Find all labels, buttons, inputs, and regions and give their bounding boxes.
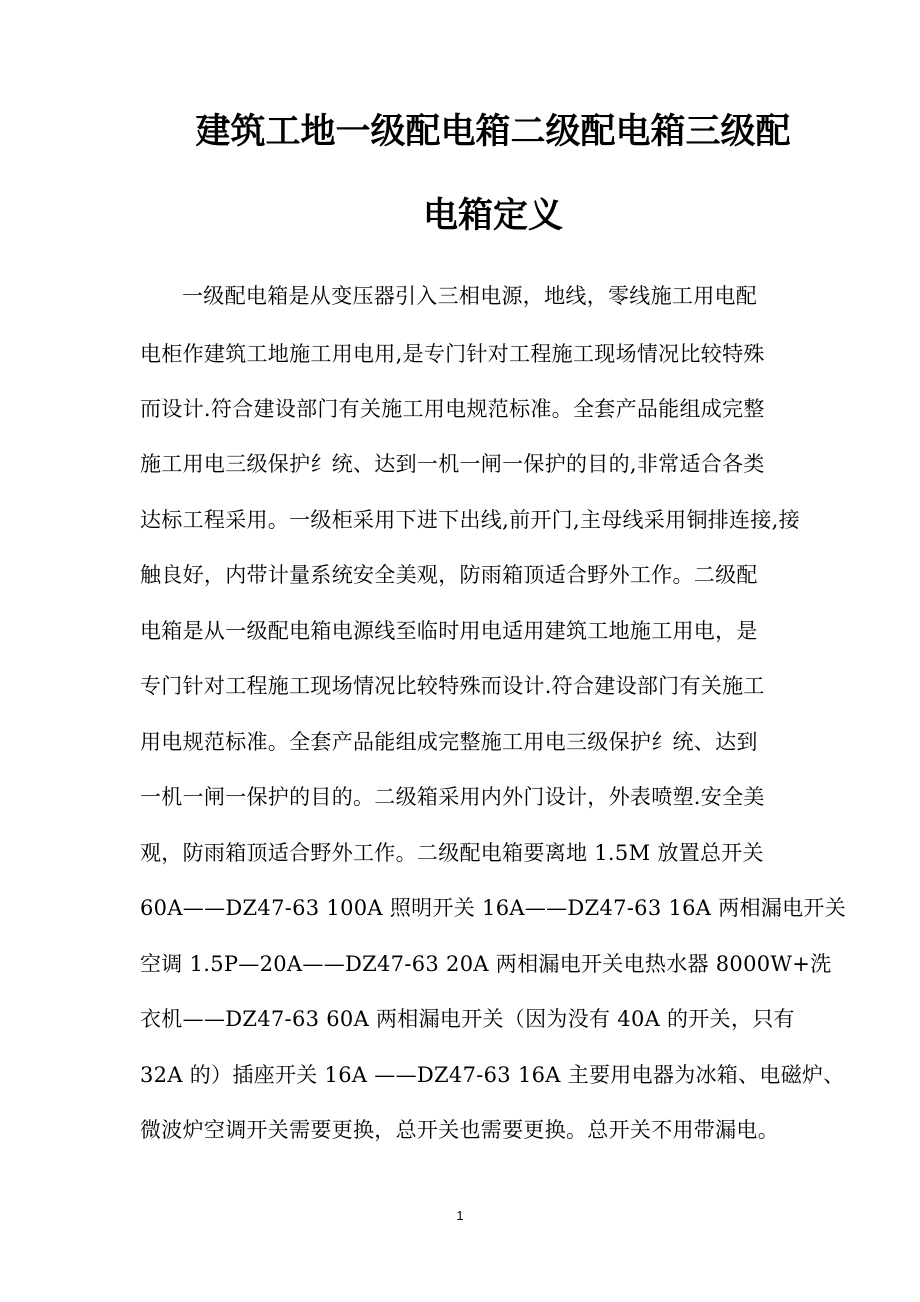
body-line-15: 32A 的）插座开关 16A ——DZ47-63 16A 主要用电器为冰箱、电磁炉、: [140, 1063, 845, 1087]
document-title-line-1: 建筑工地一级配电箱二级配电箱三级配: [195, 112, 791, 152]
body-line-5: 达标工程采用。一级柜采用下进下出线,前开门,主母线采用铜排连接,接: [140, 508, 800, 532]
body-line-13: 空调 1.5P—20A——DZ47-63 20A 两相漏电开关电热水器 8000W+洗: [140, 952, 832, 976]
body-line-8: 专门针对工程施工现场情况比较特殊而设计.符合建设部门有关施工: [140, 674, 765, 698]
body-line-6: 触良好，内带计量系统安全美观，防雨箱顶适合野外工作。二级配: [140, 563, 758, 587]
body-line-9: 用电规范标准。全套产品能组成完整施工用电三级保护纟统、达到: [140, 730, 758, 754]
body-line-3: 而设计.符合建设部门有关施工用电规范标准。全套产品能组成完整: [140, 397, 765, 421]
body-line-4: 施工用电三级保护纟统、达到一机一闸一保护的目的,非常适合各类: [140, 452, 765, 476]
page-number: 1: [456, 1208, 464, 1223]
body-line-11: 观，防雨箱顶适合野外工作。二级配电箱要离地 1.5M 放置总开关: [140, 841, 764, 865]
body-line-1: 一级配电箱是从变压器引入三相电源，地线，零线施工用电配: [182, 284, 758, 308]
body-line-10: 一机一闸一保护的目的。二级箱采用内外门设计，外表喷塑.安全美: [140, 785, 765, 809]
body-line-7: 电箱是从一级配电箱电源线至临时用电适用建筑工地施工用电，是: [140, 619, 758, 643]
body-line-14: 衣机——DZ47-63 60A 两相漏电开关（因为没有 40A 的开关，只有: [140, 1007, 795, 1031]
body-line-2: 电柜作建筑工地施工用电用,是专门针对工程施工现场情况比较特殊: [140, 342, 765, 366]
document-title-line-2: 电箱定义: [422, 196, 563, 236]
body-line-16: 微波炉空调开关需要更换，总开关也需要更换。总开关不用带漏电。: [140, 1118, 779, 1142]
body-line-12: 60A——DZ47-63 100A 照明开关 16A——DZ47-63 16A 两相漏电开关: [140, 896, 847, 920]
